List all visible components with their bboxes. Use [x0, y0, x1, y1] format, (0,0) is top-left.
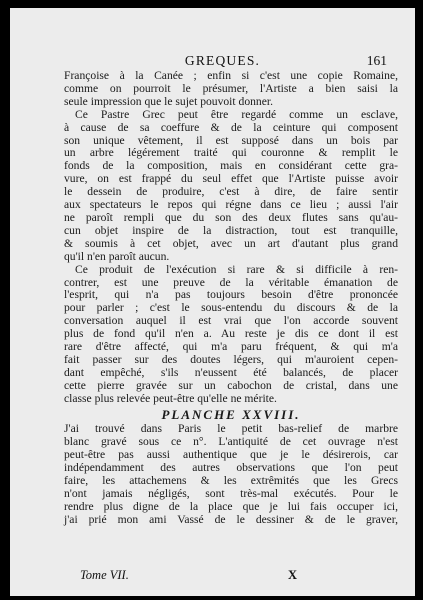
text-line: faire, les attachemens & les extrêmités que les Grecs: [64, 474, 398, 488]
text-line: cun objet inspire de la distraction, tout est tranquille,: [64, 223, 398, 237]
text-line: rendre plus digne de la place que je lui fais occuper ici,: [64, 499, 398, 513]
text-line: vure, on est frappé du seul effet que l'Artiste puisse avoir: [64, 172, 398, 186]
text-line: un arbre légérement traité qui couronne & remplit le: [64, 146, 398, 160]
text-line: ne paroît rempli que du son des deux flutes sans qu'au-: [64, 210, 398, 224]
text-line: Ce produit de l'exécution si rare & si difficile à ren-: [75, 262, 398, 276]
text-line: fonds de la composition, mais en considérant cette gra-: [64, 159, 398, 173]
text-line: fait passer sur des doutes légers, qui m'auroient cepen-: [64, 352, 398, 366]
text-line: contrer, est une preuve de la véritable émanation de: [64, 275, 398, 289]
text-line: Françoise à la Canée ; enfin si c'est une copie Romaine,: [64, 69, 398, 82]
text-line: Ce Pastre Grec peut être regardé comme un esclave,: [75, 107, 398, 121]
running-title: GREQUES.: [184, 53, 261, 68]
text-line: peut-être pas aussi authentique que je le désirerois, car: [64, 448, 398, 462]
volume-label: Tome VII.: [80, 568, 129, 582]
text-line: à cause de sa coeffure & de la ceinture qui composent: [64, 120, 398, 134]
text-line: le dessein de produire, c'est à dire, de faire sentir: [64, 185, 398, 199]
text-line: j'ai prié mon ami Vassé de le dessiner & de le graver,: [64, 512, 398, 526]
text-line: & soumis à cet objet, avec un art d'autant plus grand: [64, 236, 398, 250]
running-header: [58, 53, 387, 69]
text-line: dant empêché, s'ils n'eussent été balancés, de placer: [64, 365, 398, 379]
text-line: aux spectateurs le repos qui régne dans ce lieu ; aussi l'air: [64, 198, 398, 212]
page-footer: [80, 568, 385, 584]
text-line: rare d'être affecté, qui m'a paru fréquent, & qui m'a: [64, 340, 398, 354]
signature-mark: X: [287, 568, 297, 582]
text-line: conversation auquel il est vrai que l'on accorde souvent: [64, 314, 398, 328]
text-line: comme on pourroit le présumer, l'Artiste a bien saisi la: [64, 81, 398, 95]
text-line: J'ai trouvé dans Paris le petit bas-relief de marbre: [64, 422, 398, 436]
text-line: son unique vêtement, il est supposé dans un bois par: [64, 133, 398, 147]
text-line: n'ont jamais négligés, sont très-mal exécutés. Pour le: [64, 487, 398, 500]
body-text: [64, 70, 398, 527]
text-line: qu'il n'en paroît aucun.: [64, 249, 170, 263]
text-line: pour parler ; c'est le sous-entendu du discours & de la: [64, 301, 398, 315]
page-number: 161: [366, 53, 387, 68]
text-line: blanc gravé sous ce n°. L'antiquité de cet ouvrage n'est: [64, 435, 398, 449]
text-line: seule impression que le sujet pouvoit donner.: [64, 94, 273, 108]
text-line: cette pierre gravée sur un cabochon de cristal, dans une: [64, 378, 398, 392]
plate-heading: PLANCHE XXVIII.: [161, 406, 301, 422]
text-line: plus de fond qu'il n'en a. Au reste je dis ce dont il est: [64, 327, 398, 341]
book-page: [10, 8, 415, 596]
text-line: l'esprit, qui n'a pas toujours besoin d'être prononcée: [64, 288, 398, 302]
text-line: classe plus relevée peut-être qu'elle ne mérite.: [64, 391, 277, 405]
text-line: indépendamment des autres observations que l'on peut: [64, 461, 398, 475]
